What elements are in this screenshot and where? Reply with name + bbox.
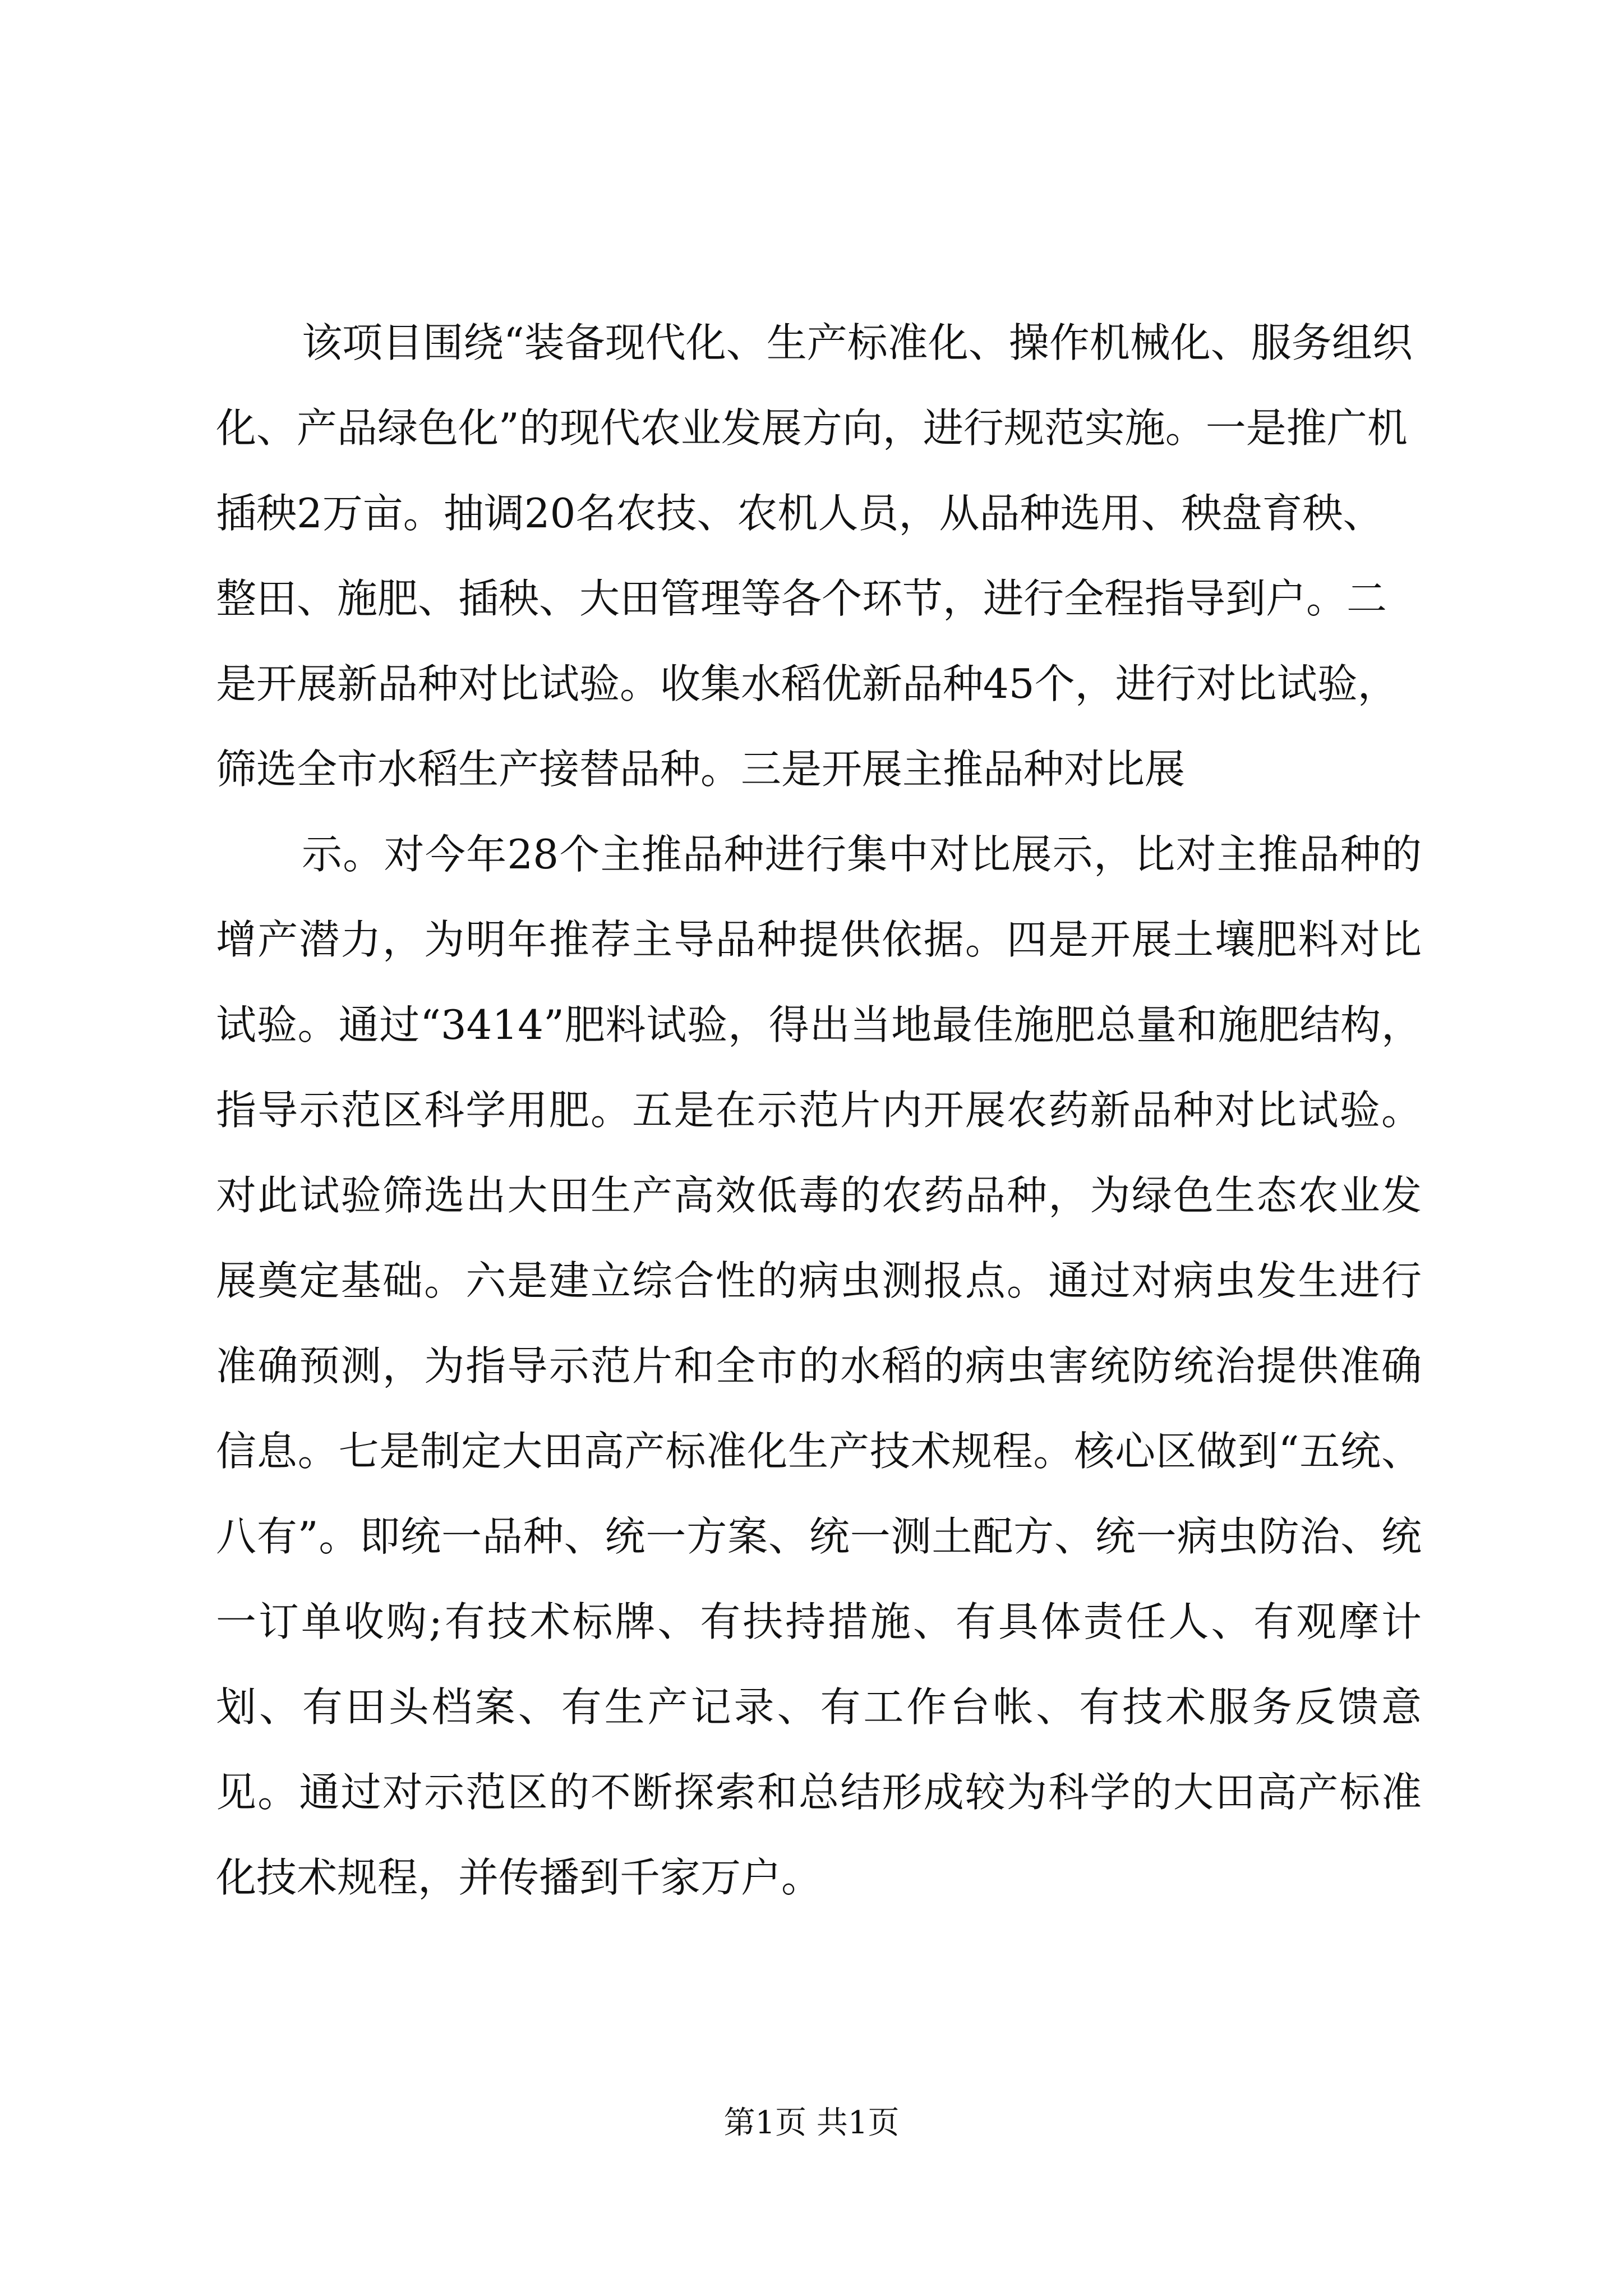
paragraph-2: 示。对今年28个主推品种进行集中对比展示，比对主推品种的增产潜力，为明年推荐主导品种提供依据。四是开展土壤肥料对比试验。通过“3414”肥料试验，得出当地最佳施肥总量和施肥结构，指导示范区科学用肥。五是在示范片内开展农药新品种对比试验。对此试验筛选出大田生产高效低毒的农药品种，为绿色生态农业发展奠定基础。六是建立综合性的病虫测报点。通过对病虫发生进行准确预测，为指导示范片和全市的水稻的病虫害统防统治提供准确信息。七是制定大田高产标准化生产技术规程。核心区做到“五统、八有”。即统一品种、统一方案、统一测土配方、统一病虫防治、统一订单收购;有技术标牌、有扶持措施、有具体责任人、有观摩计划、有田头档案、有生产记录、有工作台帐、有技术服务反馈意见。通过对示范区的不断探索和总结形成较为科学的大田高产标准化技术规程，并传播到千家万户。	[216, 831, 1422, 1901]
document-body	[216, 300, 1422, 1920]
paragraph-1: 该项目围绕“装备现代化、生产标准化、操作机械化、服务组织化、产品绿色化”的现代农业发展方向，进行规范实施。一是推广机插秧2万亩。抽调20名农技、农机人员，从品种选用、秧盘育秧、整田、施肥、插秧、大田管理等各个环节，进行全程指导到户。二是开展新品种对比试验。收集水稻优新品种45个，进行对比试验，筛选全市水稻生产接替品种。三是开展主推品种对比展	[216, 319, 1413, 793]
page-number-indicator: 第1页 共1页	[723, 2105, 900, 2141]
page-footer	[0, 2101, 1623, 2146]
